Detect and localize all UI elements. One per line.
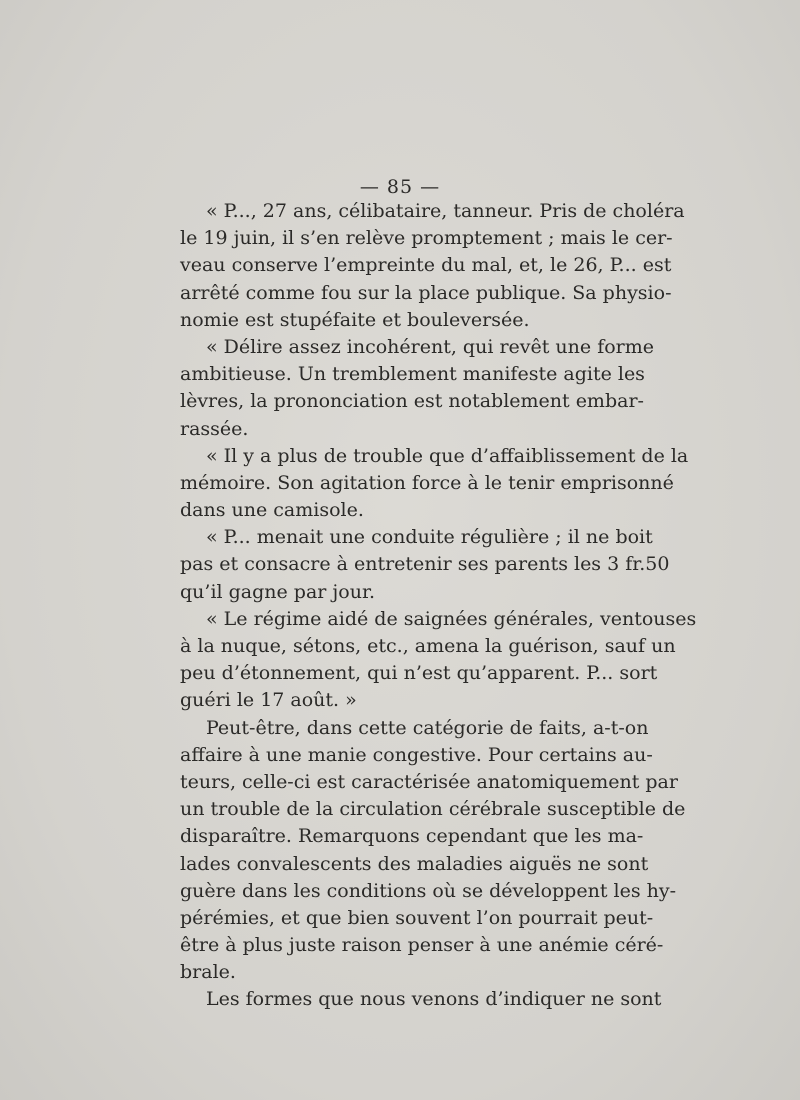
- text-line: affaire à une manie congestive. Pour certains au-: [180, 743, 653, 766]
- text-line: « P..., 27 ans, célibataire, tanneur. Pris de choléra: [206, 200, 685, 222]
- text-line: disparaître. Remarquons cependant que les ma-: [180, 825, 644, 848]
- text-line: nomie est stupéfaite et bouleversée.: [180, 308, 530, 331]
- text-line: peu d’étonnement, qui n’est qu’apparent. P... sort: [180, 662, 658, 685]
- text-line: qu’il gagne par jour.: [180, 580, 376, 603]
- text-line: « P... menait une conduite régulière ; il ne boit: [206, 526, 653, 549]
- text-line: lades convalescents des maladies aiguës ne sont: [180, 852, 649, 875]
- text-line: « Le régime aidé de saignées générales, ventouses: [206, 607, 697, 630]
- text-line: teurs, celle-ci est caractérisée anatomiquement par: [180, 770, 678, 793]
- text-line: Peut-être, dans cette catégorie de faits, a-t-on: [206, 716, 649, 739]
- text-line: brale.: [180, 961, 236, 984]
- text-line: veau conserve l’empreinte du mal, et, le 26, P... est: [180, 254, 672, 277]
- text-line: le 19 juin, il s’en relève promptement ; mais le cer-: [180, 227, 673, 250]
- text-line: dans une camisole.: [180, 499, 364, 522]
- text-line: Les formes que nous venons d’indiquer ne sont: [206, 988, 662, 1011]
- text-line: un trouble de la circulation cérébrale susceptible de: [180, 798, 686, 821]
- text-line: mémoire. Son agitation force à le tenir emprisonné: [180, 471, 674, 494]
- text-line: « Délire assez incohérent, qui revêt une forme: [206, 335, 655, 358]
- text-line: guère dans les conditions où se développent les hy-: [180, 879, 677, 902]
- text-line: arrêté comme fou sur la place publique. Sa physio-: [180, 281, 672, 304]
- page-number: — 85 —: [359, 176, 441, 198]
- text-line: ambitieuse. Un tremblement manifeste agite les: [180, 363, 645, 386]
- text-line: pas et consacre à entretenir ses parents les 3 fr.50: [180, 553, 670, 576]
- text-line: lèvres, la prononciation est notablement embar-: [180, 390, 644, 413]
- text-line: rassée.: [180, 417, 249, 440]
- text-line: pérémies, et que bien souvent l’on pourrait peut-: [180, 906, 654, 929]
- body-text: [180, 198, 697, 1014]
- text-line: « Il y a plus de trouble que d’affaiblissement de la: [206, 444, 689, 467]
- text-line: être à plus juste raison penser à une anémie céré-: [180, 934, 664, 957]
- text-line: à la nuque, sétons, etc., amena la guérison, sauf un: [180, 635, 676, 657]
- text-line: guéri le 17 août. »: [180, 689, 357, 712]
